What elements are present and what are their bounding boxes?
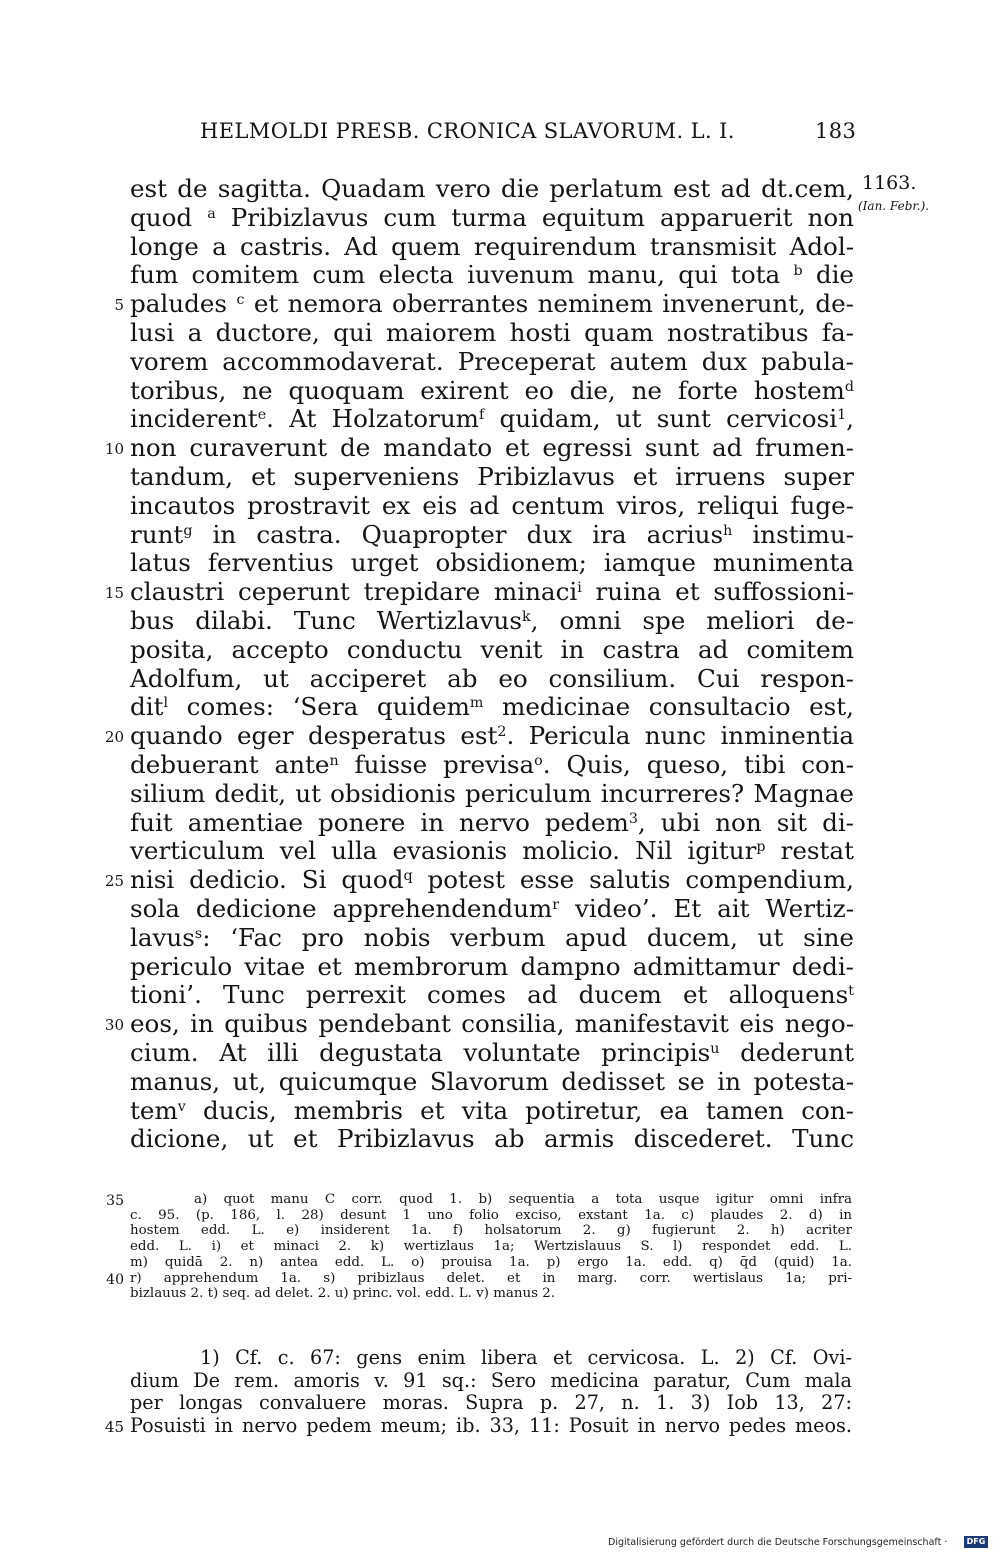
text-line xyxy=(130,174,854,203)
text-line xyxy=(130,635,854,664)
text-line xyxy=(130,779,854,808)
text-line xyxy=(130,836,854,865)
text-segment: eos, in quibus pendebant consilia, manifestavit eis nego- xyxy=(130,1009,854,1039)
text-segment: quidam, ut sunt cervicosi xyxy=(484,404,838,434)
dfg-logo: DFG xyxy=(964,1536,988,1548)
apparatus-line: c. 95. (p. 186, l. 28) desunt 1 uno folio exciso, exstant 1a. c) plaudes 2. d) in xyxy=(130,1207,852,1223)
source-note-line: dium De rem. amoris v. 91 sq.: Sero medicina paratur, Cum mala xyxy=(130,1368,852,1392)
footnote-marker: k xyxy=(521,609,531,626)
footnote-marker: i xyxy=(577,580,582,597)
footnote-marker: 2 xyxy=(497,724,507,741)
text-segment: fuit amentiae ponere in nervo pedem xyxy=(130,807,629,837)
footnote-marker: b xyxy=(793,263,803,280)
text-segment: in castra. Quapropter dux ira acrius xyxy=(192,519,724,549)
text-line xyxy=(130,548,854,577)
text-segment: , omni spe meliori de- xyxy=(530,606,855,635)
text-segment: manus, ut, quicumque Slavorum dedisset se in potesta- xyxy=(130,1066,854,1096)
text-segment: cium. At illi degustata voluntate principis xyxy=(130,1038,711,1067)
apparatus-line: edd. L. i) et minaci 2. k) wertizlaus 1a; Wertzislauus S. l) respondet edd. L. xyxy=(130,1239,852,1255)
footnote-marker: f xyxy=(479,407,485,424)
text-segment: Adolfum, ut acciperet ab eo consilium. Cui respon- xyxy=(130,663,854,693)
line-number: 10 xyxy=(104,440,124,459)
text-segment: lavus xyxy=(130,922,195,952)
text-segment: incautos prostravit ex eis ad centum viros, reliqui fuge- xyxy=(130,490,854,520)
text-line xyxy=(130,491,854,520)
running-title: HELMOLDI PRESB. CRONICA SLAVORUM. L. I. xyxy=(200,119,735,143)
text-segment: tem xyxy=(130,1095,178,1125)
text-segment: nisi dedicio. Si quod xyxy=(130,865,404,895)
text-line xyxy=(130,462,854,491)
text-segment: : ‘Fac pro nobis verbum apud ducem, ut sine xyxy=(202,922,854,952)
text-line xyxy=(130,750,854,779)
text-line xyxy=(130,203,854,232)
text-segment: quando eger desperatus est xyxy=(130,721,498,751)
text-segment: lusi a ductore, qui maiorem hosti quam nostratibus fa- xyxy=(130,318,854,347)
text-segment: , xyxy=(846,404,854,434)
text-segment: paludes xyxy=(130,289,237,319)
text-segment: runt xyxy=(130,519,184,549)
footnote-marker: c xyxy=(236,292,245,309)
running-header xyxy=(200,119,860,143)
text-segment: . Pericula nunc inminentia xyxy=(506,721,854,751)
source-note-line: per longas convaluere moras. Supra p. 27, n. 1. 3) Iob 13, 27: xyxy=(130,1391,852,1414)
footnote-marker: l xyxy=(163,695,169,712)
text-line xyxy=(130,260,854,289)
footnote-marker: u xyxy=(710,1041,720,1058)
footnote-marker: t xyxy=(848,983,854,1000)
apparatus-line: hostem edd. L. e) insiderent 1a. f) holsatorum 2. g) fugierunt 2. h) acriter xyxy=(130,1223,852,1239)
apparatus-line: m) quidā 2. n) antea edd. L. o) prouisa 1a. p) ergo 1a. edd. q) q̄d (quid) 1a. xyxy=(130,1254,852,1270)
footnote-marker: a xyxy=(207,205,216,222)
margin-date: (Ian. Febr.). xyxy=(858,199,930,213)
line-number: 15 xyxy=(104,584,124,603)
footnote-marker: n xyxy=(329,753,339,770)
text-line xyxy=(130,664,854,693)
source-note-line: 1) Cf. c. 67: gens enim libera et cervicosa. L. 2) Cf. Ovi- xyxy=(200,1346,852,1369)
line-number: 45 xyxy=(104,1417,124,1436)
text-line xyxy=(130,692,854,721)
apparatus-line: bizlauus 2. t) seq. ad delet. 2. u) princ. vol. edd. L. v) manus 2. xyxy=(130,1286,556,1302)
text-line xyxy=(130,808,854,837)
text-segment: ducis, membris et vita potiretur, ea tamen con- xyxy=(185,1095,854,1125)
text-segment: ruina et suffossioni- xyxy=(581,577,855,607)
footnote-marker: e xyxy=(257,407,267,424)
footnote-marker: d xyxy=(844,378,854,395)
text-segment: restat xyxy=(765,836,854,866)
text-line xyxy=(130,232,854,261)
text-segment: et nemora oberrantes neminem invenerunt, de- xyxy=(244,289,854,319)
source-note-line: Posuisti in nervo pedem meum; ib. 33, 11: Posuit in nervo pedes meos. xyxy=(130,1413,852,1437)
line-number: 40 xyxy=(106,1271,124,1288)
text-segment: debuerant ante xyxy=(130,750,330,779)
text-segment: video’. Et ait Wertiz- xyxy=(559,894,855,923)
footnote-marker: v xyxy=(177,1098,186,1115)
footnote-marker: h xyxy=(723,522,733,539)
footnote-marker: 1 xyxy=(837,407,847,424)
text-segment: , ubi non sit di- xyxy=(637,807,854,837)
text-line xyxy=(130,289,854,318)
text-line xyxy=(130,721,854,750)
footnote-marker: p xyxy=(756,839,766,856)
apparatus-line: r) apprehendum 1a. s) pribizlaus delet. et in marg. corr. wertislaus 1a; pri- xyxy=(130,1270,852,1286)
text-segment: . Quis, queso, tibi con- xyxy=(542,750,854,779)
text-segment: posita, accepto conductu venit in castra ad comitem xyxy=(130,634,854,664)
text-segment: die xyxy=(802,260,854,290)
text-segment: non curaverunt de mandato et egressi sunt ad frumen- xyxy=(130,433,854,463)
text-segment: claustri ceperunt trepidare minaci xyxy=(130,577,578,607)
text-segment: vorem accommodaverat. Preceperat autem dux pabula- xyxy=(130,346,854,376)
text-segment: potest esse salutis compendium, xyxy=(412,865,854,895)
text-line xyxy=(130,520,854,549)
text-line xyxy=(130,952,854,981)
footnote-marker: o xyxy=(534,753,543,770)
text-line xyxy=(130,865,854,894)
footnote-marker: q xyxy=(403,868,413,885)
line-number: 30 xyxy=(104,1016,124,1035)
footnote-marker: m xyxy=(469,695,484,712)
text-line xyxy=(130,347,854,376)
text-line xyxy=(130,376,854,405)
text-segment: dederunt xyxy=(719,1038,855,1067)
text-segment: verticulum vel ulla evasionis molicio. Nil igitur xyxy=(130,836,757,866)
margin-year: 1163. xyxy=(862,172,917,194)
text-segment: toribus, ne quoquam exirent eo die, ne forte hostem xyxy=(130,375,845,405)
text-line xyxy=(130,404,854,433)
text-segment: tandum, et superveniens Pribizlavus et irruens super xyxy=(130,462,854,491)
text-segment: silium dedit, ut obsidionis periculum incurreres? Magnae xyxy=(130,778,854,808)
text-line xyxy=(130,606,854,635)
text-line xyxy=(130,1096,854,1125)
text-line xyxy=(130,318,854,347)
footnote-marker: g xyxy=(183,522,193,539)
text-segment: sola dedicione apprehendendum xyxy=(130,894,553,923)
page-number: 183 xyxy=(815,119,857,143)
text-segment: est de sagitta. Quadam vero die perlatum est ad dt.cem, xyxy=(130,174,854,203)
text-line xyxy=(130,923,854,952)
text-segment: comes: ‘Sera quidem xyxy=(168,692,470,722)
text-segment: bus dilabi. Tunc Wertizlavus xyxy=(130,606,522,635)
footnote-marker: s xyxy=(194,925,203,942)
apparatus-line: a) quot manu C corr. quod 1. b) sequentia a tota usque igitur omni infra xyxy=(194,1192,852,1207)
text-line xyxy=(130,980,854,1009)
text-line xyxy=(130,1009,854,1038)
footnote-marker: 3 xyxy=(628,810,638,827)
text-segment: latus ferventius urget obsidionem; iamque munimenta xyxy=(130,548,854,578)
text-segment: . At Holzatorum xyxy=(266,404,479,434)
text-segment: inciderent xyxy=(130,404,258,434)
line-number: 25 xyxy=(104,872,124,891)
text-segment: dit xyxy=(130,692,164,722)
text-segment: medicinae consultacio est, xyxy=(483,692,854,722)
text-line xyxy=(130,577,854,606)
text-segment: quod xyxy=(130,202,208,232)
line-number: 35 xyxy=(106,1193,124,1209)
text-segment: tioni’. Tunc perrexit comes ad ducem et alloquens xyxy=(130,980,849,1010)
line-number: 5 xyxy=(114,296,124,315)
text-segment: periculo vitae et membrorum dampno admittamur dedi- xyxy=(130,951,854,981)
text-line xyxy=(130,1038,854,1067)
digitization-credit: Digitalisierung gefördert durch die Deutsche Forschungsgemeinschaft · xyxy=(608,1537,948,1548)
text-line xyxy=(130,894,854,923)
text-segment: fum comitem cum electa iuvenum manu, qui tota xyxy=(130,260,794,290)
text-line xyxy=(130,1124,854,1153)
text-segment: Pribizlavus cum turma equitum apparuerit non xyxy=(215,202,855,232)
footnote-marker: r xyxy=(552,897,560,914)
text-segment: longe a castris. Ad quem requirendum transmisit Adol- xyxy=(130,231,854,261)
text-line xyxy=(130,433,854,462)
text-segment: instimu- xyxy=(732,519,854,549)
line-number: 20 xyxy=(104,728,124,747)
text-segment: dicione, ut et Pribizlavus ab armis discederet. Tunc xyxy=(130,1124,854,1154)
text-segment: fuisse previsa xyxy=(338,750,535,779)
text-line xyxy=(130,1067,854,1096)
